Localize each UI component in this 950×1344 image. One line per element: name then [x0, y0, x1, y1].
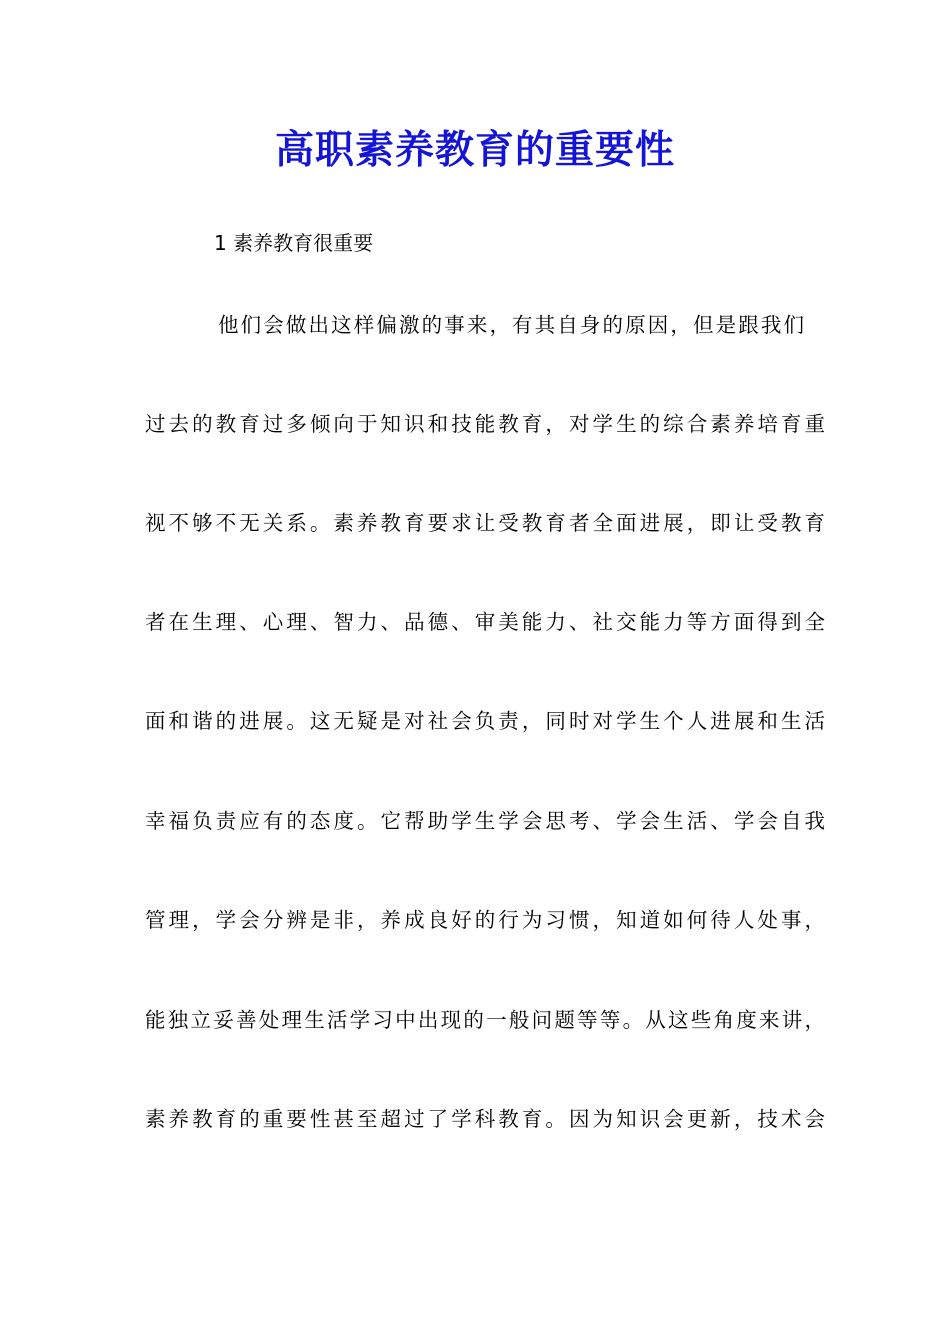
paragraph-line-3: 视不够不无关系。素养教育要求让受教育者全面进展，即让受教育: [145, 511, 825, 535]
paragraph-line-5: 面和谐的进展。这无疑是对社会负责，同时对学生个人进展和生活: [145, 709, 825, 733]
section-heading: 1 素养教育很重要: [214, 231, 374, 255]
paragraph-line-2: 过去的教育过多倾向于知识和技能教育，对学生的综合素养培育重: [145, 412, 825, 436]
paragraph-line-8: 能独立妥善处理生活学习中出现的一般问题等等。从这些角度来讲，: [145, 1008, 825, 1032]
document-title: 高职素养教育的重要性: [274, 127, 675, 173]
paragraph-line-9: 素养教育的重要性甚至超过了学科教育。因为知识会更新，技术会: [145, 1107, 825, 1131]
paragraph-line-6: 幸福负责应有的态度。它帮助学生学会思考、学会生活、学会自我: [145, 809, 825, 833]
paragraph-line-7: 管理，学会分辨是非，养成良好的行为习惯，知道如何待人处事，: [145, 908, 825, 932]
paragraph-line-1: 他们会做出这样偏激的事来，有其自身的原因，但是跟我们: [218, 313, 804, 337]
paragraph-line-4: 者在生理、心理、智力、品德、审美能力、社交能力等方面得到全: [145, 610, 825, 634]
